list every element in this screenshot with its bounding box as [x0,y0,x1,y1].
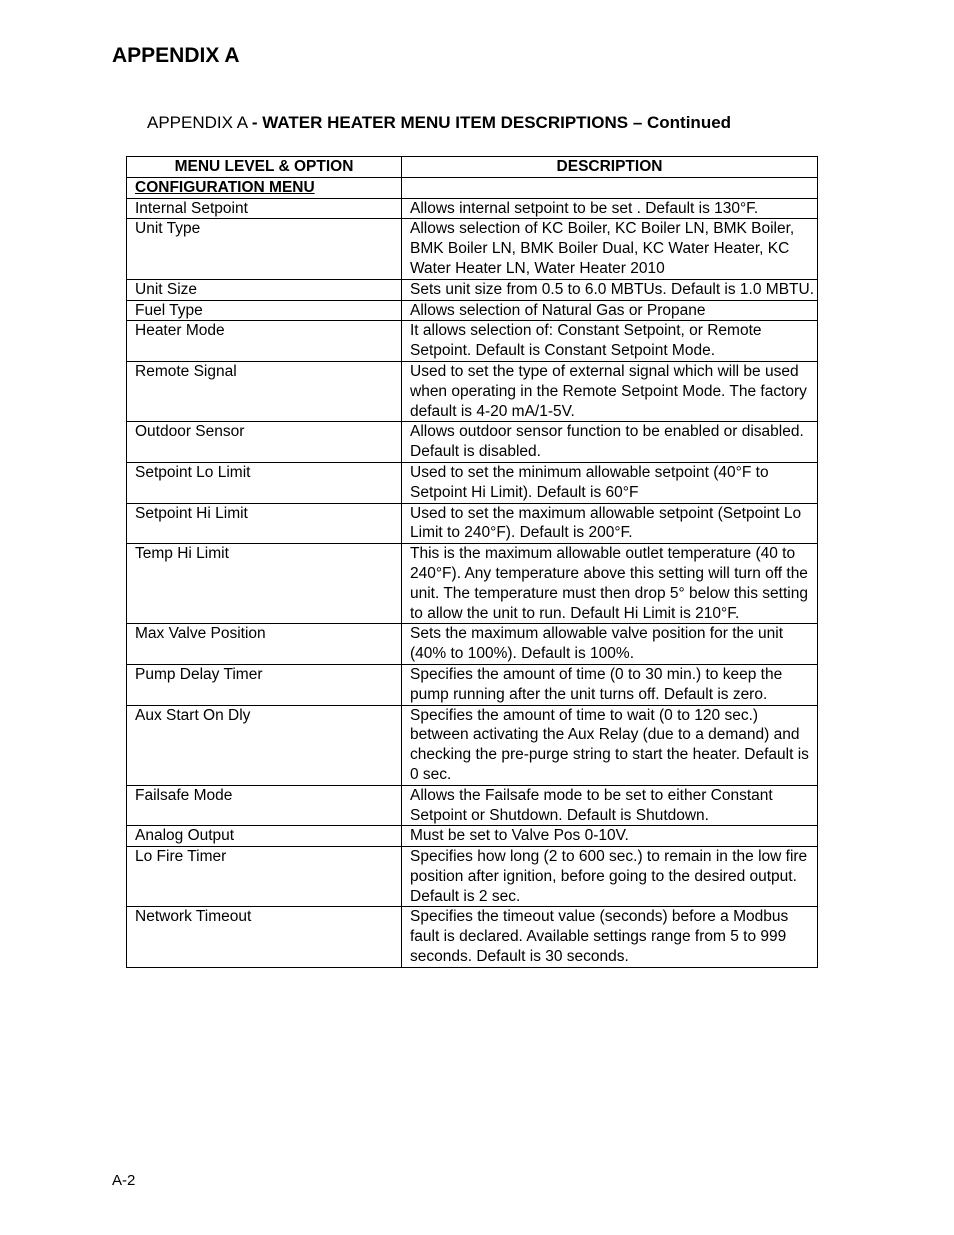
table-row [127,785,818,826]
table-row [127,422,818,463]
description-cell: Allows selection of Natural Gas or Propane [402,300,818,321]
table-row [127,361,818,421]
description-cell: Allows internal setpoint to be set . Default is 130°F. [402,198,818,219]
option-cell: Lo Fire Timer [127,847,402,907]
option-cell: Network Timeout [127,907,402,967]
section-title-main: - WATER HEATER MENU ITEM DESCRIPTIONS – Continued [251,113,732,132]
description-cell: Must be set to Valve Pos 0-10V. [402,826,818,847]
empty-cell [402,177,818,198]
option-cell: Heater Mode [127,321,402,362]
menu-items-table [126,156,818,968]
description-cell: Allows outdoor sensor function to be enabled or disabled. Default is disabled. [402,422,818,463]
column-header-description: DESCRIPTION [402,157,818,178]
table-row [127,279,818,300]
option-cell: Aux Start On Dly [127,705,402,785]
description-cell: Specifies how long (2 to 600 sec.) to remain in the low fire position after ignition, before going to the desired output. Default is 2 sec. [402,847,818,907]
description-cell: Used to set the type of external signal which will be used when operating in the Remote Setpoint Mode. The factory default is 4-20 mA/1-5V. [402,361,818,421]
group-heading-cell [127,177,402,198]
table-row [127,664,818,705]
description-cell: This is the maximum allowable outlet temperature (40 to 240°F). Any temperature above this setting will turn off the unit. The temperature must then drop 5° below this setting to allow the unit to run. Default Hi Limit is 210°F. [402,544,818,624]
option-cell: Failsafe Mode [127,785,402,826]
option-cell: Internal Setpoint [127,198,402,219]
page-header-title: APPENDIX A [112,44,240,67]
table-row [127,907,818,967]
description-cell: Sets unit size from 0.5 to 6.0 MBTUs. Default is 1.0 MBTU. [402,279,818,300]
description-cell: Used to set the maximum allowable setpoint (Setpoint Lo Limit to 240°F). Default is 200°F. [402,503,818,544]
option-cell: Unit Size [127,279,402,300]
table-row [127,847,818,907]
description-cell: Allows selection of KC Boiler, KC Boiler LN, BMK Boiler, BMK Boiler LN, BMK Boiler Dual, KC Water Heater, KC Water Heater LN, Water Heater 2010 [402,219,818,279]
option-cell: Setpoint Hi Limit [127,503,402,544]
description-cell: Specifies the amount of time to wait (0 to 120 sec.) between activating the Aux Relay (due to a demand) and checking the pre-purge string to start the heater. Default is 0 sec. [402,705,818,785]
option-cell: Remote Signal [127,361,402,421]
option-cell: Pump Delay Timer [127,664,402,705]
table-row [127,462,818,503]
section-title-prefix: APPENDIX A [147,113,252,132]
description-cell: Specifies the timeout value (seconds) before a Modbus fault is declared. Available settings range from 5 to 999 seconds. Default is 30 seconds. [402,907,818,967]
table-row [127,300,818,321]
option-cell: Max Valve Position [127,624,402,665]
table-row [127,624,818,665]
table-row [127,321,818,362]
option-cell: Temp Hi Limit [127,544,402,624]
description-cell: It allows selection of: Constant Setpoint, or Remote Setpoint. Default is Constant Setpoint Mode. [402,321,818,362]
option-cell: Outdoor Sensor [127,422,402,463]
option-cell: Unit Type [127,219,402,279]
table-row [127,705,818,785]
page-number: A-2 [112,1172,136,1189]
description-cell: Used to set the minimum allowable setpoint (40°F to Setpoint Hi Limit). Default is 60°F [402,462,818,503]
table-group-row [127,177,818,198]
table-row [127,198,818,219]
description-cell: Sets the maximum allowable valve position for the unit (40% to 100%). Default is 100%. [402,624,818,665]
description-cell: Specifies the amount of time (0 to 30 min.) to keep the pump running after the unit turns off. Default is zero. [402,664,818,705]
description-cell: Allows the Failsafe mode to be set to either Constant Setpoint or Shutdown. Default is Shutdown. [402,785,818,826]
option-cell: Setpoint Lo Limit [127,462,402,503]
column-header-option: MENU LEVEL & OPTION [127,157,402,178]
group-heading: CONFIGURATION MENU [135,178,315,196]
section-title [147,113,731,133]
table-header-row [127,157,818,178]
table-row [127,503,818,544]
option-cell: Fuel Type [127,300,402,321]
table-row [127,219,818,279]
table-row [127,544,818,624]
option-cell: Analog Output [127,826,402,847]
table-row [127,826,818,847]
